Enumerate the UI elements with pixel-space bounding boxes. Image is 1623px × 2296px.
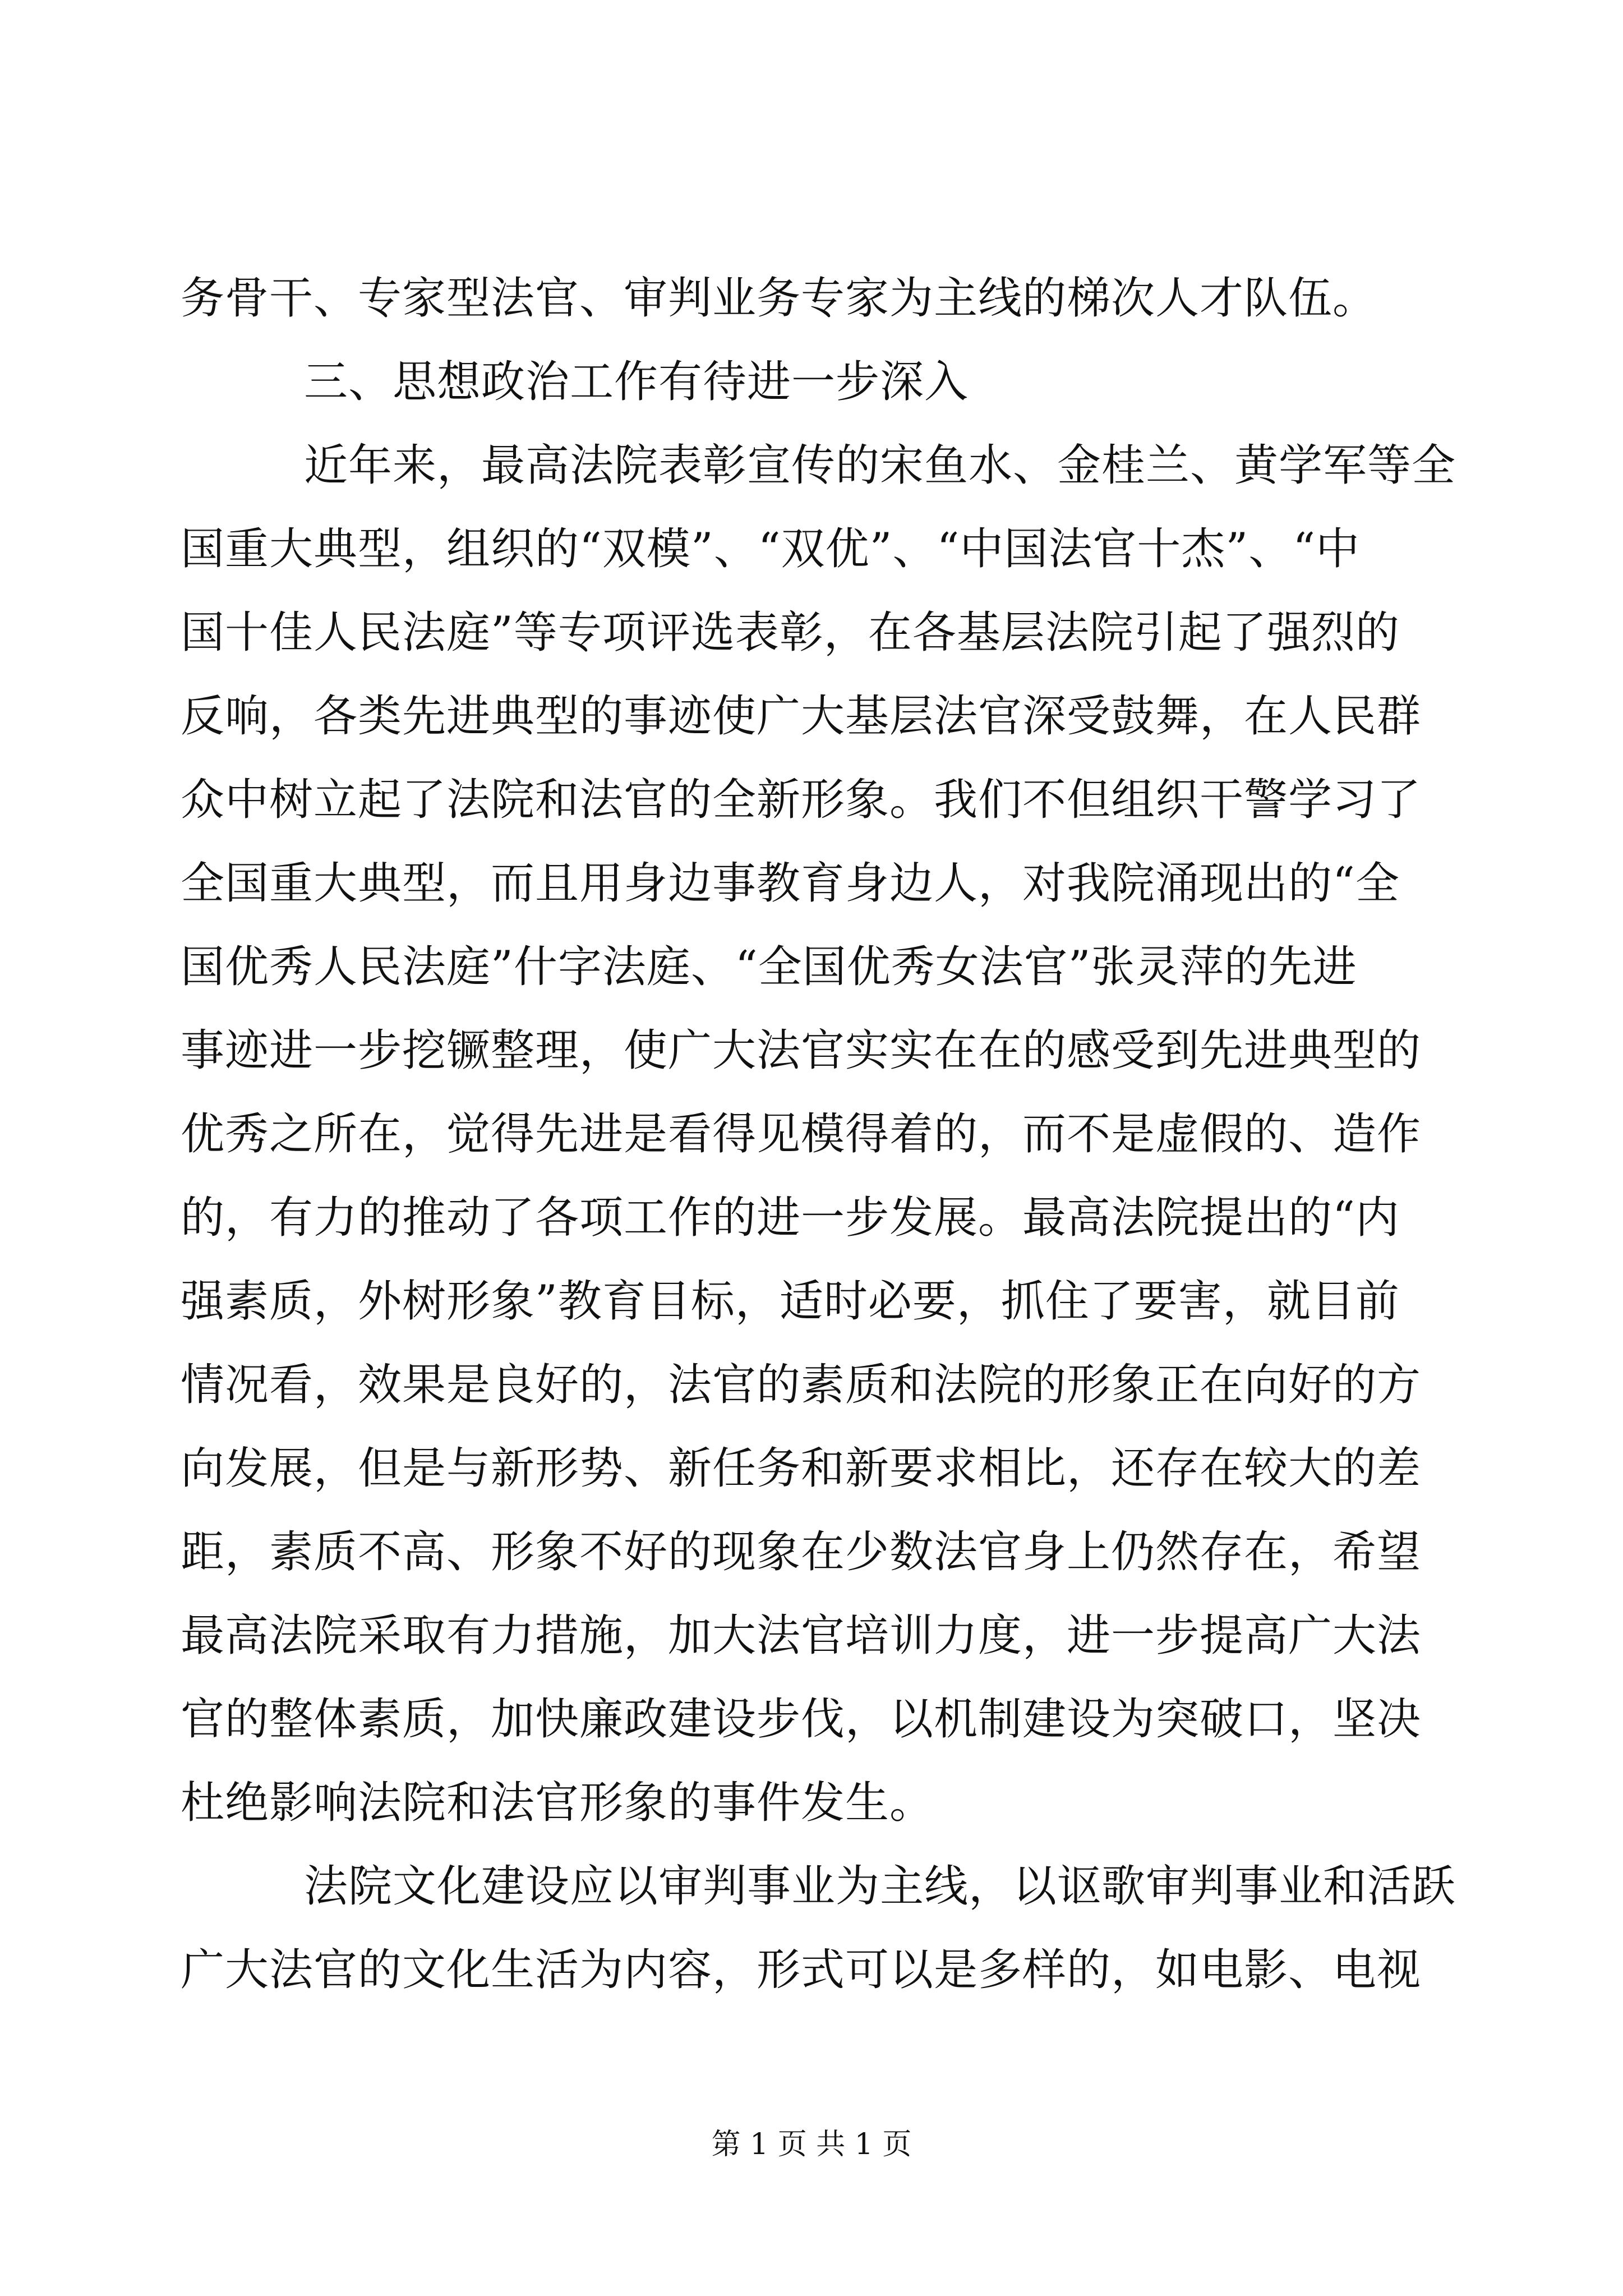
- text-line: 反响，各类先进典型的事迹使广大基层法官深受鼓舞，在人民群: [181, 691, 1422, 742]
- text-line: 近年来，最高法院表彰宣传的宋鱼水、金桂兰、黄学军等全: [304, 440, 1456, 491]
- section-heading: 三、思想政治工作有待进一步深入: [304, 357, 969, 407]
- text-line: 国优秀人民法庭”什字法庭、“全国优秀女法官”张灵萍的先进: [181, 942, 1357, 992]
- text-line: 官的整体素质，加快廉政建设步伐，以机制建设为突破口，坚决: [181, 1694, 1422, 1745]
- text-line: 事迹进一步挖镢整理，使广大法官实实在在的感受到先进典型的: [181, 1025, 1422, 1076]
- text-line: 众中树立起了法院和法官的全新形象。我们不但组织干警学习了: [181, 775, 1422, 825]
- text-line: 全国重大典型，而且用身边事教育身边人，对我院涌现出的“全: [181, 858, 1400, 909]
- text-line: 距，素质不高、形象不好的现象在少数法官身上仍然存在，希望: [181, 1527, 1422, 1577]
- text-line: 优秀之所在，觉得先进是看得见模得着的，而不是虚假的、造作: [181, 1109, 1422, 1159]
- text-line: 强素质，外树形象”教育目标，适时必要，抓住了要害，就目前: [181, 1276, 1400, 1327]
- text-line: 务骨干、专家型法官、审判业务专家为主线的梯次人才队伍。: [181, 273, 1377, 324]
- text-line: 法院文化建设应以审判事业为主线，以讴歌审判事业和活跃: [304, 1861, 1456, 1912]
- text-line: 国重大典型，组织的“双模”、“双优”、“中国法官十杰”、“中: [181, 524, 1361, 574]
- text-line: 最高法院采取有力措施，加大法官培训力度，进一步提高广大法: [181, 1611, 1422, 1661]
- document-body: [181, 257, 1456, 2012]
- text-line: 国十佳人民法庭”等专项评选表彰，在各基层法院引起了强烈的: [181, 608, 1400, 658]
- text-line: 杜绝影响法院和法官形象的事件发生。: [181, 1778, 934, 1828]
- page-footer: 第 1 页 共 1 页: [711, 2128, 912, 2161]
- text-line: 向发展，但是与新形势、新任务和新要求相比，还存在较大的差: [181, 1443, 1422, 1494]
- text-line: 情况看，效果是良好的，法官的素质和法院的形象正在向好的方: [181, 1360, 1422, 1410]
- text-line: 的，有力的推动了各项工作的进一步发展。最高法院提出的“内: [181, 1193, 1400, 1243]
- text-line: 广大法官的文化生活为内容，形式可以是多样的，如电影、电视: [181, 1945, 1422, 1995]
